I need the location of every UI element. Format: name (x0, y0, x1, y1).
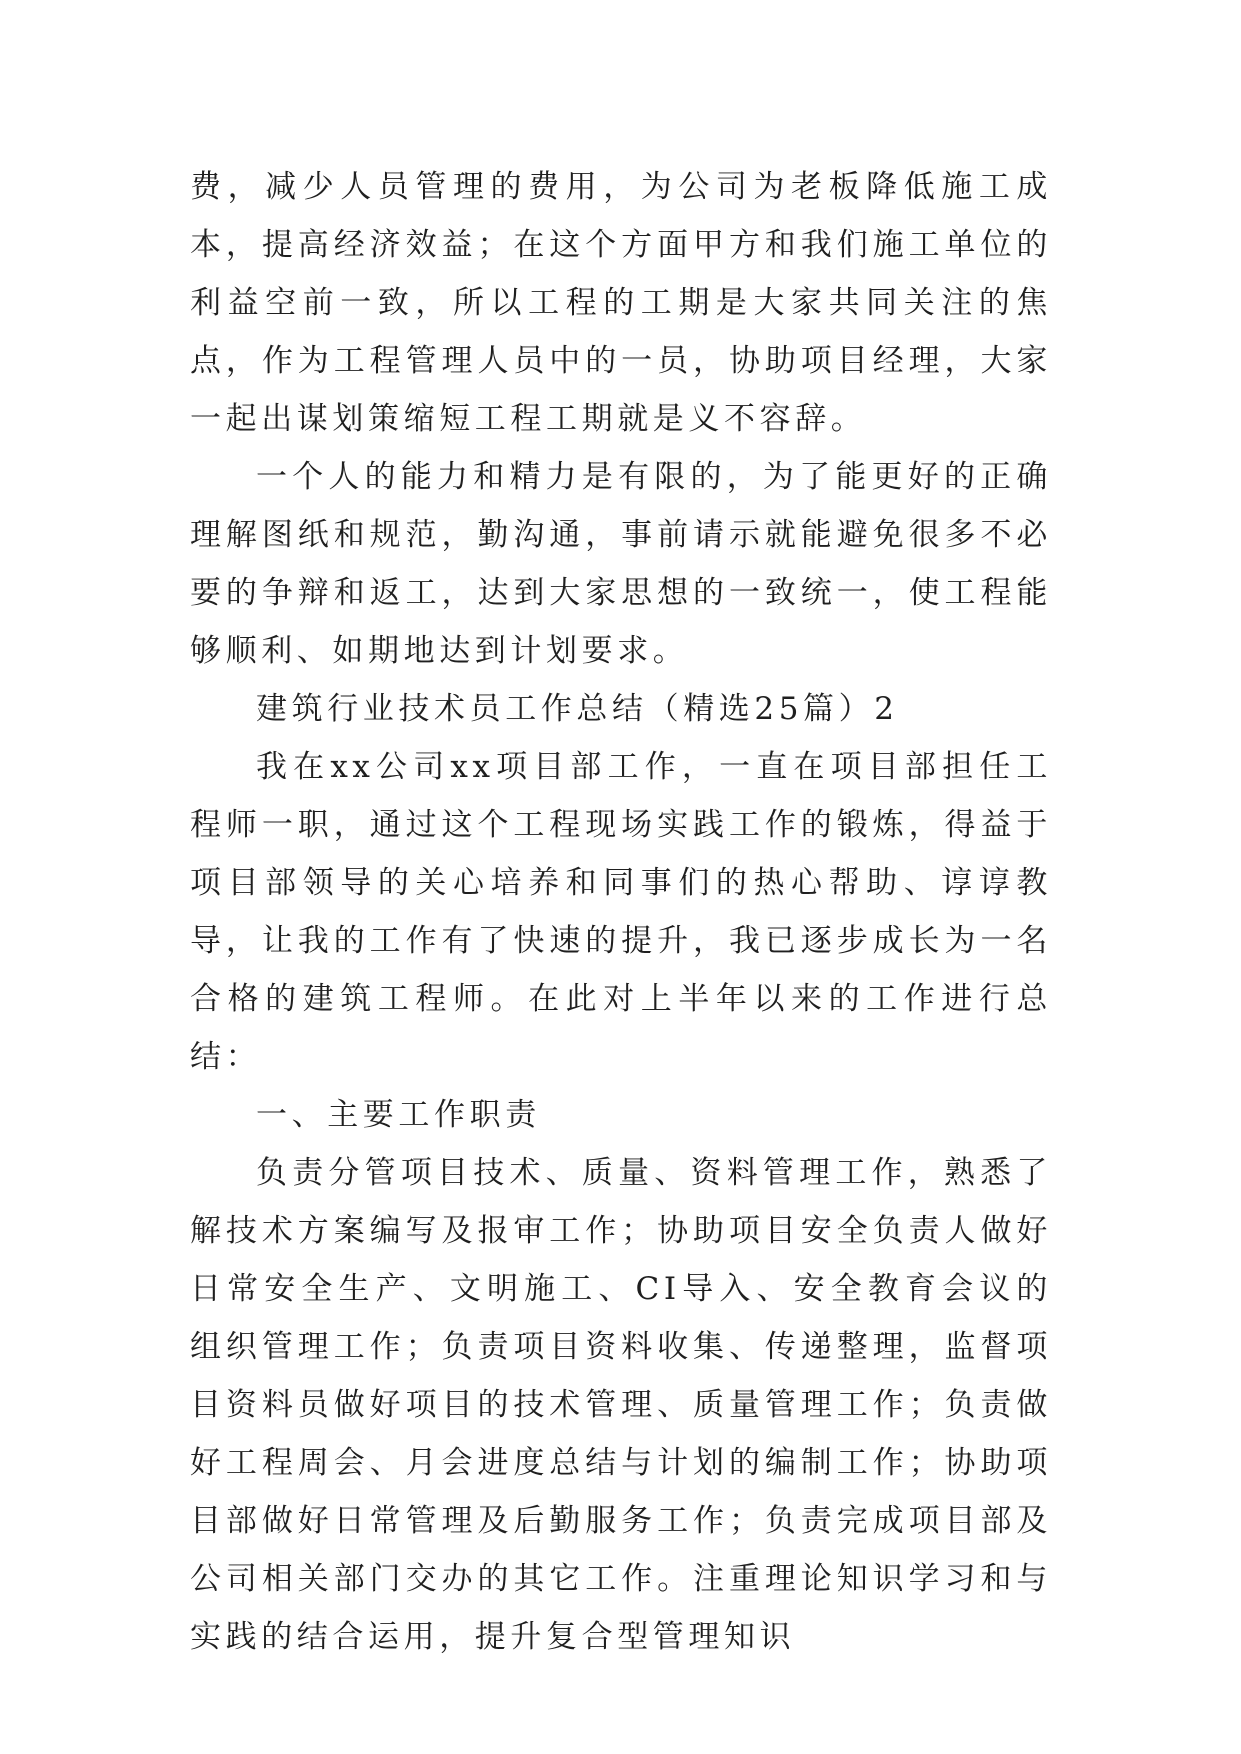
paragraph-intro: 我在xx公司xx项目部工作，一直在项目部担任工程师一职，通过这个工程现场实践工作的锻炼，得益于项目部领导的关心培养和同事们的热心帮助、谆谆教导，让我的工作有了快速的提升，我已逐步成长为一名合格的建筑工程师。在此对上半年以来的工作进行总结： (190, 749, 1052, 1075)
paragraph-duties: 负责分管项目技术、质量、资料管理工作，熟悉了解技术方案编写及报审工作；协助项目安全负责人做好日常安全生产、文明施工、CI导入、安全教育会议的组织管理工作；负责项目资料收集、传递整理，监督项目资料员做好项目的技术管理、质量管理工作；负责做好工程周会、月会进度总结与计划的编制工作；协助项目部做好日常管理及后勤服务工作；负责完成项目部及公司相关部门交办的其它工作。注重理论知识学习和与实践的结合运用，提升复合型管理知识 (190, 1155, 1052, 1655)
paragraph-ability: 一个人的能力和精力是有限的，为了能更好的正确理解图纸和规范，勤沟通，事前请示就能避免很多不必要的争辩和返工，达到大家思想的一致统一，使工程能够顺利、如期地达到计划要求。 (190, 459, 1052, 669)
document-body (190, 158, 1052, 1666)
paragraph-continuation: 费，减少人员管理的费用，为公司为老板降低施工成本，提高经济效益；在这个方面甲方和我们施工单位的利益空前一致，所以工程的工期是大家共同关注的焦点，作为工程管理人员中的一员，协助项目经理，大家一起出谋划策缩短工程工期就是义不容辞。 (190, 169, 1052, 437)
section-title: 建筑行业技术员工作总结（精选25篇）2 (256, 691, 899, 727)
subsection-heading: 一、主要工作职责 (256, 1097, 541, 1133)
